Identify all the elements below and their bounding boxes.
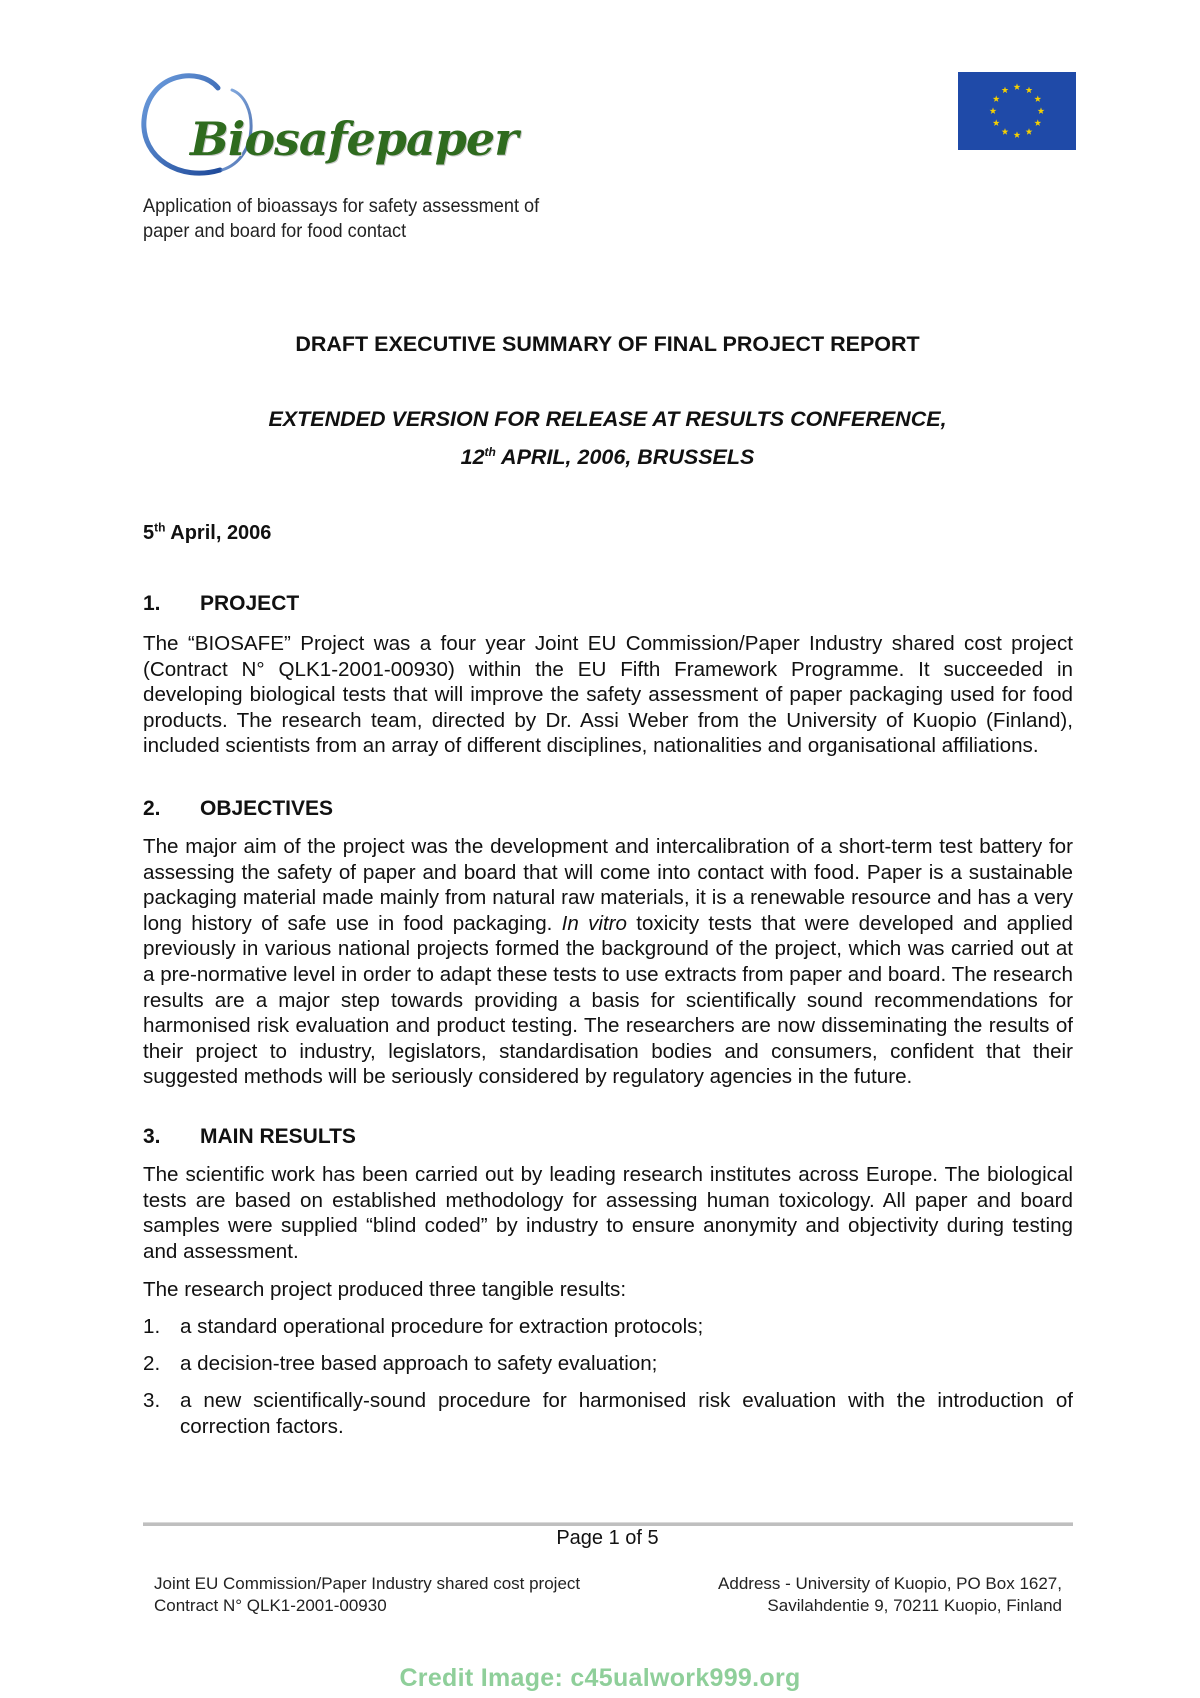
paragraph: The “BIOSAFE” Project was a four year Joint EU Commission/Paper Industry shared cost project (Contract N° QLK1-2001-00930) within the EU Fifth Framework Programme. It succeeded in developing biological tests that will improve the safety assessment of paper packaging used for food products. The research team, directed by Dr. Assi Weber from the University of Kuopio (Finland), included scientists from an array of different disciplines, nationalities and organisational affiliations.	[143, 632, 1073, 758]
footer-divider	[143, 1522, 1073, 1526]
footer-address	[718, 1573, 1062, 1617]
conference-day: 12	[460, 445, 485, 469]
extended-version-line-1: EXTENDED VERSION FOR RELEASE AT RESULTS CONFERENCE,	[268, 407, 947, 431]
section-heading-objectives	[143, 797, 333, 821]
date-month-year: April, 2006	[165, 522, 272, 544]
section-title: OBJECTIVES	[200, 797, 334, 820]
eu-flag-icon	[958, 72, 1076, 150]
footer-left-line-2: Contract N° QLK1-2001-00930	[154, 1596, 387, 1615]
emphasis-text: In vitro	[561, 911, 627, 935]
paragraph	[143, 834, 1073, 1090]
subtitle-line-1: Application of bioassays for safety assessment of	[143, 195, 540, 217]
section-heading-main-results	[143, 1125, 356, 1149]
biosafepaper-logo	[140, 70, 518, 185]
page-number: Page 1 of 5	[556, 1527, 659, 1549]
list-text: a new scientifically-sound procedure for harmonised risk evaluation with the introduction of correction factors.	[180, 1389, 1073, 1438]
paragraph: The scientific work has been carried out by leading research institutes across Europe. The biological tests are based on established methodology for assessing human toxicology. All paper and board samples were supplied “blind coded” by industry to ensure anonymity and objectivity during testing and assessment.	[143, 1163, 1073, 1263]
document-title: DRAFT EXECUTIVE SUMMARY OF FINAL PROJECT REPORT	[295, 332, 920, 356]
list-item	[143, 1314, 1073, 1340]
extended-version-line-2	[0, 445, 1200, 470]
conference-date-location: APRIL, 2006, BRUSSELS	[495, 445, 755, 469]
conference-day-suffix: th	[484, 444, 496, 459]
paragraph-part: The major aim of the project was the development and intercalibration of a short-term test battery for assessing the safety of paper and board that will come into contact with food. Paper is a sustainable packaging material made mainly from natural raw materials, it is a renewable resource and has a very long history of safe use in food packaging.	[143, 835, 1073, 935]
section-body-objectives	[143, 834, 1073, 1090]
report-date	[143, 522, 271, 545]
project-subtitle	[143, 194, 539, 244]
date-day-suffix: th	[154, 520, 166, 535]
date-day: 5	[143, 522, 155, 544]
list-number: 1.	[143, 1315, 161, 1338]
section-number: 1.	[143, 592, 161, 615]
section-title: MAIN RESULTS	[200, 1125, 356, 1148]
list-number: 3.	[143, 1389, 161, 1412]
section-heading-project	[143, 592, 299, 616]
list-item	[143, 1351, 1073, 1377]
section-title: PROJECT	[200, 592, 300, 615]
image-credit: Credit Image: c45ualwork999.org	[399, 1664, 801, 1692]
list-text: a standard operational procedure for extraction protocols;	[180, 1315, 704, 1338]
list-number: 2.	[143, 1352, 161, 1375]
footer-right-line-2: Savilahdentie 9, 70211 Kuopio, Finland	[767, 1596, 1062, 1615]
footer-project-info	[154, 1573, 580, 1617]
section-number: 3.	[143, 1125, 161, 1148]
section-number: 2.	[143, 797, 161, 820]
logo-text: Biosafepaper	[190, 112, 518, 166]
section-body-project	[143, 631, 1073, 759]
paragraph-part: toxicity tests that were developed and applied previously in various national projects formed the background of the project, which was carried out at a pre-normative level in order to adapt these tests to use extracts from paper and board. The research results are a major step towards providing a basis for scientifically sound recommendations for harmonised risk evaluation and product testing. The researchers are now disseminating the results of their project to industry, legislators, standardisation bodies and consumers, confident that their suggested methods will be seriously considered by regulatory agencies in the future.	[143, 911, 1073, 1089]
paragraph: The research project produced three tangible results:	[143, 1278, 627, 1301]
footer-right-line-1: Address - University of Kuopio, PO Box 1627,	[718, 1574, 1062, 1593]
section-body-main-results	[143, 1162, 1073, 1264]
results-intro	[143, 1277, 1073, 1303]
subtitle-line-2: paper and board for food contact	[143, 220, 407, 242]
footer-left-line-1: Joint EU Commission/Paper Industry shared cost project	[154, 1574, 581, 1593]
list-item	[143, 1388, 1073, 1439]
list-text: a decision-tree based approach to safety evaluation;	[180, 1352, 658, 1375]
